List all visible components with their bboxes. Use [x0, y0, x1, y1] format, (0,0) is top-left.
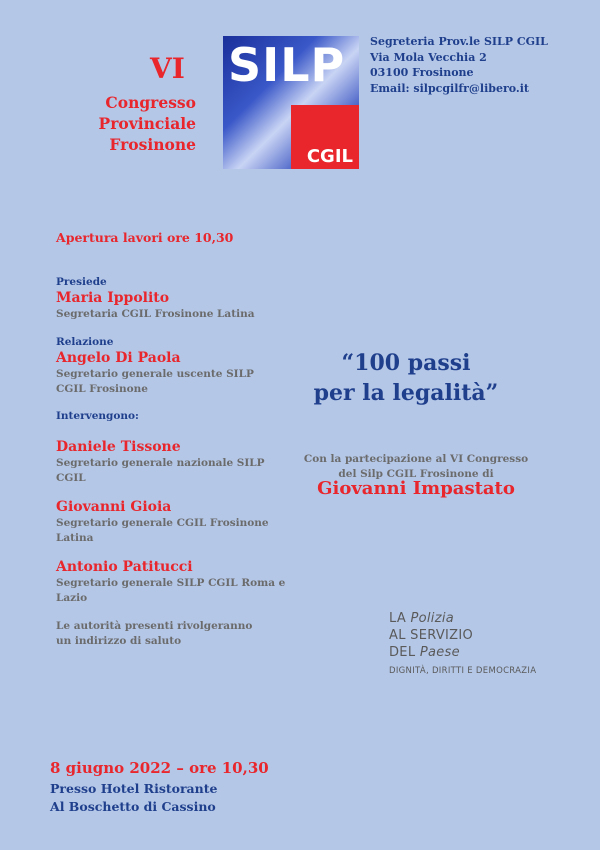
relazione-role: Segretario generale uscente SILP CGIL Frosinone	[56, 368, 254, 395]
silp-cgil-logo	[223, 36, 359, 169]
slogan-polizia: Polizia	[410, 611, 455, 626]
slogan-paese: Paese	[419, 645, 460, 660]
quote-line2: per la legalità”	[313, 380, 499, 406]
logo-silp-text: SILP	[228, 38, 346, 92]
venue-line1: Presso Hotel Ristorante	[50, 781, 218, 796]
slogan	[389, 610, 473, 661]
guest-name: Giovanni Impastato	[317, 478, 515, 499]
event-date: 8 giugno 2022 – ore 10,30	[50, 759, 269, 777]
speaker-name: Antonio Patitucci	[56, 559, 193, 575]
congress-title-line3: Frosinone	[109, 135, 196, 154]
participation-text: Con la partecipazione al VI Congresso del Silp CGIL Frosinone di	[303, 453, 529, 480]
address-line2: Via Mola Vecchia 2	[370, 50, 487, 64]
slogan-del: DEL	[389, 645, 416, 660]
relazione-label: Relazione	[56, 336, 114, 348]
contact-address	[370, 34, 548, 96]
relazione-name: Angelo Di Paola	[56, 350, 181, 366]
address-line3: 03100 Frosinone	[370, 66, 474, 79]
congress-title	[99, 92, 196, 155]
closing-note: Le autorità presenti rivolgeranno un indirizzo di saluto	[56, 620, 253, 647]
intervengono-label: Intervengono:	[56, 410, 139, 422]
congress-title-line1: Congresso	[105, 93, 196, 112]
logo-cgil-text: CGIL	[306, 146, 353, 167]
presiede-name: Maria Ippolito	[56, 290, 170, 306]
quote-line1: “100 passi	[341, 350, 471, 376]
slogan-la: LA	[389, 611, 407, 626]
speaker-role: Segretario generale CGIL Frosinone Latina	[56, 517, 269, 544]
speaker-name: Daniele Tissone	[56, 439, 181, 455]
event-venue	[50, 780, 217, 816]
venue-line2: Al Boschetto di Cassino	[50, 799, 216, 814]
presiede-label: Presiede	[56, 276, 107, 288]
slogan-subtitle: DIGNITÀ, DIRITTI E DEMOCRAZIA	[389, 666, 537, 676]
address-email: Email: silpcgilfr@libero.it	[370, 81, 529, 95]
opening-time: Apertura lavori ore 10,30	[56, 230, 234, 245]
speaker-role: Segretario generale SILP CGIL Roma e Lazio	[56, 577, 286, 604]
congress-number: VI	[150, 52, 185, 85]
event-quote	[296, 348, 516, 408]
congress-title-line2: Provinciale	[98, 114, 196, 133]
address-line1: Segreteria Prov.le SILP CGIL	[370, 35, 548, 48]
presiede-role: Segretaria CGIL Frosinone Latina	[56, 308, 255, 320]
slogan-al-servizio: AL SERVIZIO	[389, 628, 474, 643]
speaker-role: Segretario generale nazionale SILP CGIL	[56, 457, 265, 484]
speaker-name: Giovanni Gioia	[56, 499, 172, 515]
